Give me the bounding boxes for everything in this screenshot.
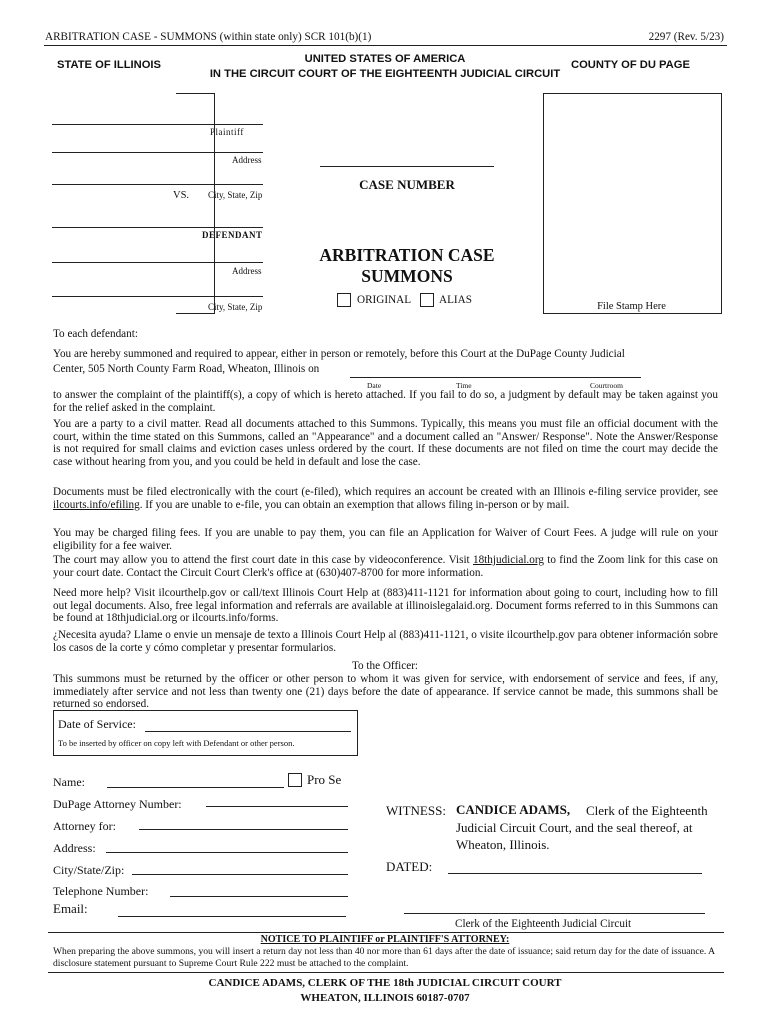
- caption-bottom-tick: [176, 313, 215, 314]
- attorney-for-label: Attorney for:: [53, 819, 116, 833]
- defendant-address-line[interactable]: [52, 262, 263, 263]
- spanish-paragraph: ¿Necesita ayuda? Llame o envie un mensaje de texto a Illinois Court Help al (883)411-1121, o visite ilcourthelp.gov para obtener información sobre los casos de la corte y cómo completar y presentar formularios.: [53, 629, 718, 654]
- dated-line[interactable]: [448, 873, 702, 874]
- notice-text: When preparing the above summons, you will insert a return day not less than 40 nor more than 61 days after the date of issuance; said return day for the date of issuance. A disclosure statement pursuant to Supreme Court Rule 222 must be attached to the complaint.: [53, 946, 715, 969]
- fees-paragraph: You may be charged filing fees. If you are unable to pay them, you can file an Application for Waiver of Court Fees. A judge will rule on your eligibility for a fee waiver.: [53, 527, 718, 552]
- defendant-city-line[interactable]: [52, 296, 263, 297]
- defendant-line[interactable]: [52, 227, 263, 228]
- address-field-label: Address:: [53, 841, 96, 855]
- state-label: STATE OF ILLINOIS: [57, 59, 161, 71]
- courtroom-label: Courtroom: [590, 381, 623, 390]
- officer-paragraph: This summons must be returned by the officer or other person to whom it was given for service, with endorsement of service and fees, if any, immediately after service and not less than twenty one (21) days before the date of appearance. If service cannot be made, this summons shall be returned so endorsed.: [53, 673, 718, 711]
- time-label: Time: [456, 381, 472, 390]
- dated-label: DATED:: [386, 859, 433, 874]
- telephone-line[interactable]: [170, 896, 348, 897]
- name-input-line[interactable]: [107, 787, 284, 788]
- witness-label: WITNESS:: [386, 803, 446, 818]
- caption-top-tick: [176, 93, 215, 94]
- city-state-zip-label: City, State, Zip: [208, 190, 263, 200]
- city-state-zip-label-2: City, State, Zip: [208, 302, 263, 312]
- to-each-defendant: To each defendant:: [53, 328, 138, 340]
- city-field-label: City/State/Zip:: [53, 863, 125, 877]
- court-label: IN THE CIRCUIT COURT OF THE EIGHTEENTH JUDICIAL CIRCUIT: [209, 68, 561, 80]
- civil-matter-paragraph: You are a party to a civil matter. Read all documents attached to this Summons. Typically, this means you must file an official document with the court, within the time stated on this Summons, called an "Appearance" and a document called an "Answer/ Response". Note the Answer/Response is not required for small claims and eviction cases unless ordered by the court. If these documents are not filed on time the court may decide the case without hearing from you, and you could be held in default and lose the case.: [53, 418, 718, 468]
- email-label: Email:: [53, 901, 88, 916]
- witness-text-3: Wheaton, Illinois.: [456, 837, 550, 852]
- case-number-line[interactable]: [320, 166, 494, 167]
- to-officer-label: To the Officer:: [351, 660, 419, 672]
- summons-title-2: SUMMONS: [361, 266, 453, 286]
- dupage-number-label: DuPage Attorney Number:: [53, 797, 182, 811]
- vs-label: VS.: [173, 190, 190, 201]
- service-note: To be inserted by officer on copy left with Defendant or other person.: [58, 738, 295, 748]
- video-paragraph: The court may allow you to attend the first court date in this case by videoconference. Visit 18thjudicial.org to find the Zoom link for this case on your court date. Contact the Circuit Court Clerk's office at (630)407-8700 for more information.: [53, 554, 718, 579]
- footer-line-2: WHEATON, ILLINOIS 60187-0707: [300, 992, 470, 1004]
- date-of-service-label: Date of Service:: [58, 717, 136, 731]
- defendant-label: DEFENDANT: [202, 230, 263, 240]
- plaintiff-city-line[interactable]: [52, 184, 263, 185]
- alias-label: ALIAS: [439, 294, 472, 306]
- witness-text-1: Clerk of the Eighteenth: [586, 803, 708, 818]
- summons-title-1: ARBITRATION CASE: [319, 245, 495, 265]
- file-stamp-label: File Stamp Here: [597, 301, 666, 312]
- pro-se-checkbox[interactable]: [288, 773, 302, 787]
- plaintiff-address-line[interactable]: [52, 152, 263, 153]
- county-label: COUNTY OF DU PAGE: [571, 59, 690, 71]
- name-label: Name:: [53, 775, 85, 789]
- summoned-line-2: Center, 505 North County Farm Road, Wheaton, Illinois on: [53, 363, 320, 375]
- help-paragraph: Need more help? Visit ilcourthelp.gov or call/text Illinois Court Help at (883)411-1121 for information about going to court, including how to fill out legal documents. Also, free legal information and referrals are available at illinoislegalaid.org. Document forms referred to in this Summons can be found at 18thjudicial.org or ilcourts.info/forms.: [53, 587, 718, 625]
- header-rule: [44, 45, 727, 46]
- telephone-label: Telephone Number:: [53, 884, 149, 898]
- alias-checkbox[interactable]: [420, 293, 434, 307]
- plaintiff-label: Plaintiff: [210, 127, 244, 137]
- plaintiff-line[interactable]: [52, 124, 263, 125]
- original-checkbox[interactable]: [337, 293, 351, 307]
- address-label-2: Address: [232, 266, 262, 276]
- footer-line-1: CANDICE ADAMS, CLERK OF THE 18th JUDICIAL CIRCUIT COURT: [208, 977, 562, 989]
- address-label: Address: [232, 155, 262, 165]
- efiling-link[interactable]: ilcourts.info/efiling: [53, 498, 140, 511]
- file-stamp-box: [543, 93, 722, 314]
- clerk-signature-label: Clerk of the Eighteenth Judicial Circuit: [455, 918, 632, 930]
- nation-label: UNITED STATES OF AMERICA: [304, 53, 466, 65]
- witness-text-2: Judicial Circuit Court, and the seal thereof, at: [456, 820, 693, 835]
- address-field-line[interactable]: [106, 852, 348, 853]
- attorney-for-line[interactable]: [139, 829, 348, 830]
- dupage-number-line[interactable]: [206, 806, 348, 807]
- clerk-name: CANDICE ADAMS,: [456, 802, 571, 817]
- email-line[interactable]: [118, 916, 346, 917]
- date-label: Date: [367, 381, 382, 390]
- form-title-line: ARBITRATION CASE - SUMMONS (within state only) SCR 101(b)(1): [45, 31, 372, 43]
- case-number-label: CASE NUMBER: [359, 177, 455, 192]
- caption-vertical-rule: [214, 93, 215, 313]
- notice-bottom-rule: [48, 972, 724, 973]
- appearance-date-line[interactable]: [350, 377, 641, 378]
- judicial-link[interactable]: 18thjudicial.org: [472, 554, 544, 566]
- notice-title: NOTICE TO PLAINTIFF or PLAINTIFF'S ATTORNEY:: [260, 934, 510, 945]
- clerk-signature-line[interactable]: [404, 913, 705, 914]
- summoned-line-1: You are hereby summoned and required to appear, either in person or remotely, before this Court at the DuPage County Judicial: [53, 348, 625, 360]
- notice-top-rule: [48, 932, 724, 933]
- form-number: 2297 (Rev. 5/23): [648, 31, 724, 43]
- pro-se-label: Pro Se: [307, 772, 342, 787]
- complaint-paragraph: to answer the complaint of the plaintiff(s), a copy of which is hereto attached. If you fail to do so, a judgment by default may be taken against you for the relief asked in the complaint.: [53, 389, 718, 414]
- city-field-line[interactable]: [132, 874, 348, 875]
- efile-paragraph: Documents must be filed electronically with the court (e-filed), which requires an account be created with an Illinois e-filing service provider, see ilcourts.info/efiling. If you are unable to e-file, you can obtain an exemption that allows filing in-person or by mail.: [53, 486, 718, 511]
- date-of-service-line[interactable]: [145, 731, 351, 732]
- original-label: ORIGINAL: [357, 294, 412, 306]
